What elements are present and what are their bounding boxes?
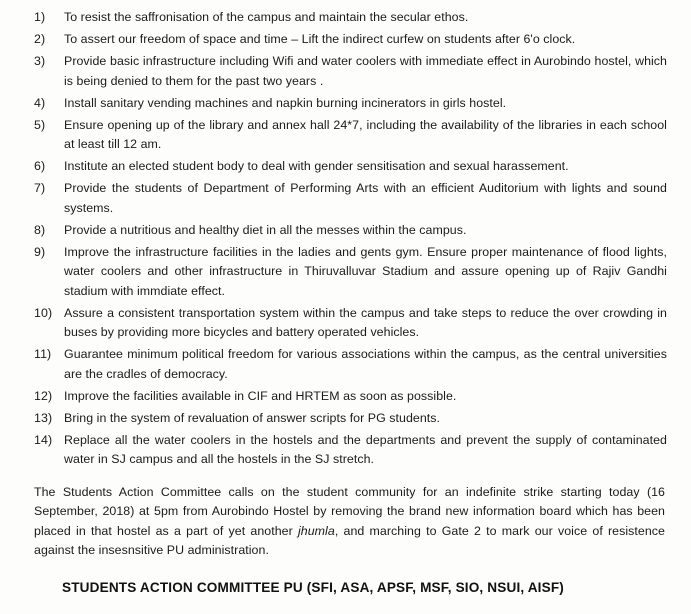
list-item — [34, 52, 669, 91]
list-item-number: 6) — [34, 159, 46, 173]
list-item-text: Guarantee minimum political freedom for various associations within the campus, as the central universities are the cradles of democracy. — [64, 347, 667, 381]
list-item — [34, 304, 669, 343]
list-item-number: 14) — [34, 432, 53, 447]
list-item-text: Institute an elected student body to deal with gender sensitisation and sexual harassement. — [64, 159, 569, 173]
list-item — [34, 221, 669, 241]
closing-paragraph — [34, 483, 669, 561]
list-item — [34, 409, 669, 429]
list-item-number: 1) — [34, 10, 46, 24]
list-item-number: 9) — [34, 244, 46, 259]
list-item — [34, 179, 669, 218]
list-item — [34, 157, 669, 177]
list-item — [34, 243, 669, 302]
list-item — [34, 116, 669, 155]
closing-text-italic: jhumla — [298, 523, 335, 538]
list-item — [34, 30, 669, 50]
list-item-text: Improve the facilities available in CIF and HRTEM as soon as possible. — [64, 388, 457, 403]
list-item-number: 5) — [34, 117, 46, 132]
closing-text-part2: , and marching to Gate 2 to mark our voice of resistence against the insesnsitive PU administration. — [34, 523, 665, 558]
list-item-number: 2) — [34, 32, 46, 46]
list-item-text: Assure a consistent transportation system within the campus and take steps to reduce the over crowding in buses by providing more bicycles and battery operated vehicles. — [64, 305, 667, 339]
list-item-text: Replace all the water coolers in the hostels and the departments and prevent the supply of contaminated water in SJ campus and all the hostels in the SJ stretch. — [64, 432, 667, 466]
list-item-text: Provide the students of Department of Performing Arts with an efficient Auditorium with lights and sound systems. — [64, 181, 667, 215]
list-item-number: 7) — [34, 181, 46, 195]
list-item-text: To resist the saffronisation of the campus and maintain the secular ethos. — [64, 10, 469, 24]
list-item — [34, 94, 669, 114]
list-item — [34, 431, 669, 470]
list-item-text: Install sanitary vending machines and napkin burning incinerators in girls hostel. — [64, 95, 507, 110]
list-item-number: 3) — [34, 54, 46, 68]
list-item-text: Provide basic infrastructure including Wifi and water coolers with immediate effect in Aurobindo hostel, which is being denied to them for the past two years . — [64, 54, 667, 88]
list-item-number: 10) — [34, 305, 53, 320]
list-item-text: Improve the infrastructure facilities in the ladies and gents gym. Ensure proper maintenance of flood lights, water coolers and other infrastructure in Thiruvalluvar Stadium and assure opening up of Rajiv Gandhi stadium with immdiate effect. — [64, 244, 667, 298]
list-item-text: To assert our freedom of space and time – Lift the indirect curfew on students after 6'o clock. — [64, 32, 576, 46]
list-item-text: Bring in the system of revaluation of answer scripts for PG students. — [64, 410, 441, 425]
closing-text-part1: The Students Action Committee calls on the student community for an indefinite strike starting today (16 September, 2018) at 5pm from Aurobindo Hostel by removing the brand new information board which has been placed in that hostel as a part of yet another — [34, 484, 665, 538]
signature-line: STUDENTS ACTION COMMITTEE PU (SFI, ASA, APSF, MSF, SIO, NSUI, AISF) — [62, 579, 564, 595]
list-item-number: 4) — [34, 95, 46, 110]
list-item-number: 12) — [34, 388, 53, 403]
list-item-number: 11) — [34, 347, 52, 361]
list-item — [34, 345, 669, 384]
list-item-number: 8) — [34, 222, 46, 237]
list-item-text: Provide a nutritious and healthy diet in all the messes within the campus. — [64, 222, 467, 237]
list-item-text: Ensure opening up of the library and annex hall 24*7, including the availability of the libraries in each school at least till 12 am. — [64, 117, 667, 151]
demands-list — [34, 8, 669, 470]
list-item — [34, 8, 669, 28]
list-item — [34, 387, 669, 407]
list-item-number: 13) — [34, 410, 53, 425]
